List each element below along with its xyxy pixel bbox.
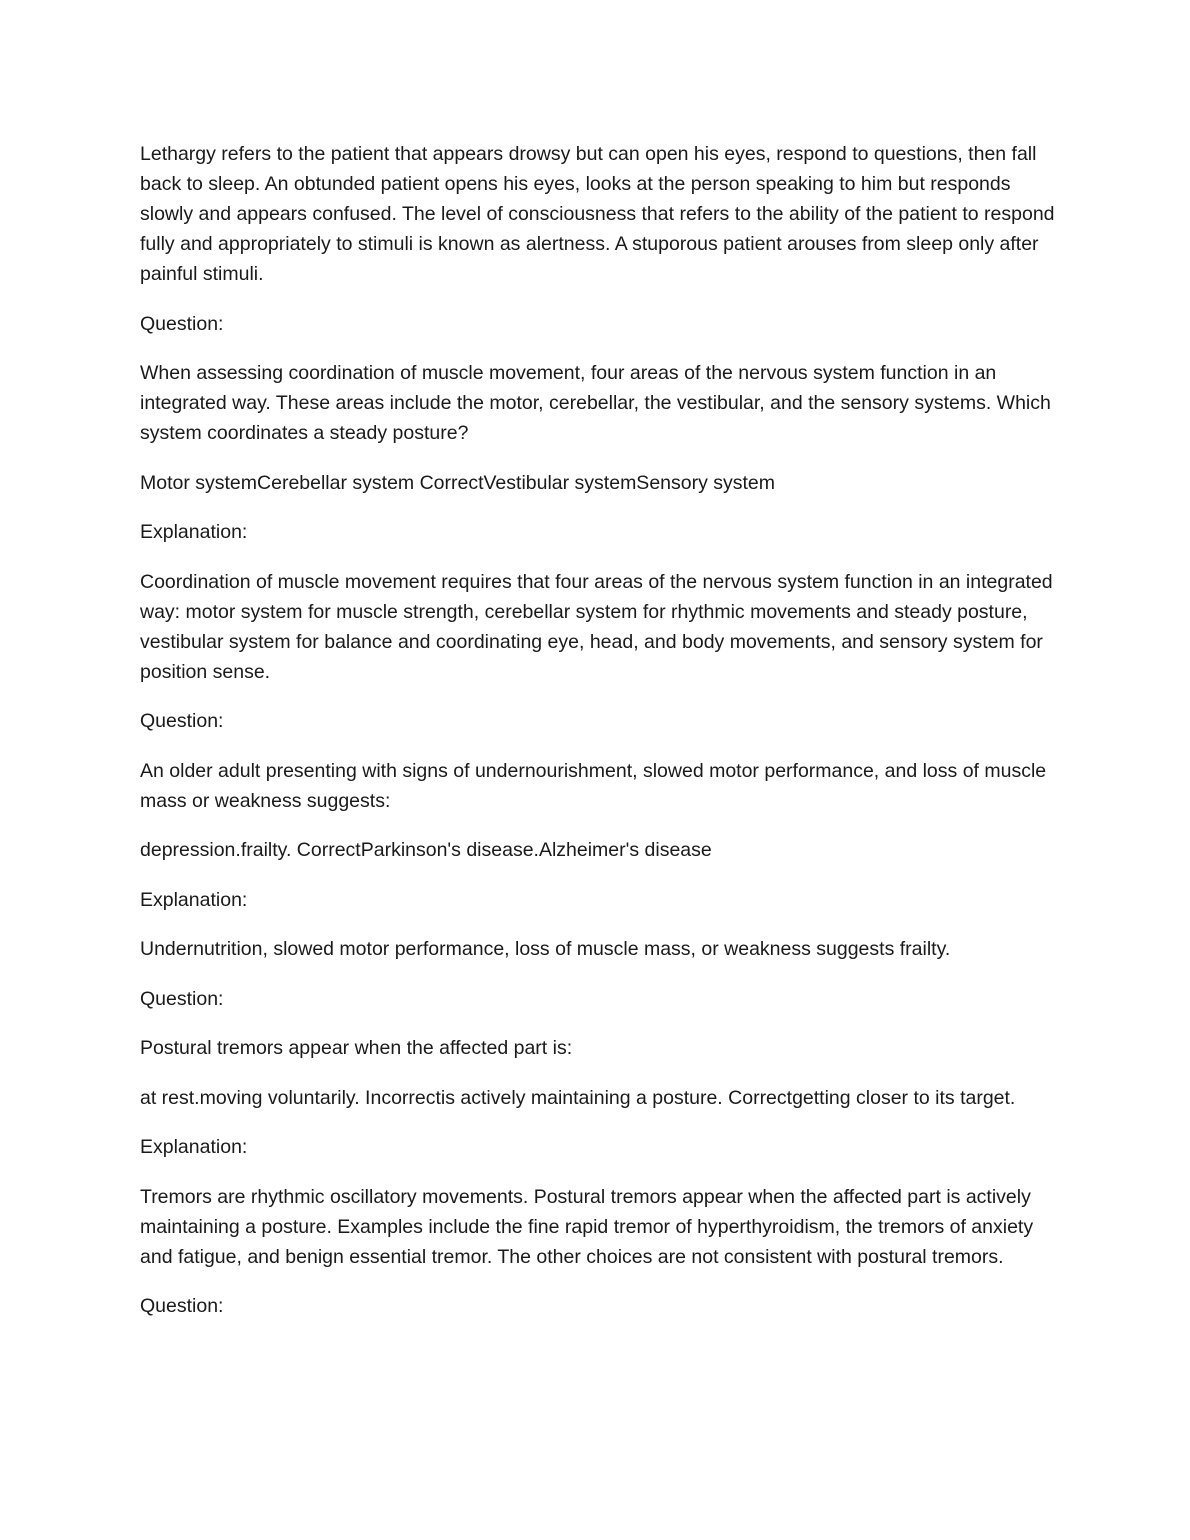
document-page [140, 139, 1058, 1341]
question-heading: Question: [140, 1295, 224, 1317]
question-heading: Question: [140, 312, 224, 335]
question-heading: Question: [140, 710, 224, 732]
answer-choices: at rest.moving voluntarily. Incorrectis actively maintaining a posture. Correctgetting closer to its target. [140, 1086, 1016, 1109]
answer-choices: depression.frailty. CorrectParkinson's disease.Alzheimer's disease [140, 839, 712, 861]
explanation-heading: Explanation: [140, 888, 248, 911]
intro-paragraph: Lethargy refers to the patient that appears drowsy but can open his eyes, respond to questions, then fall back to sleep. An obtunded patient opens his eyes, looks at the person speaking to him but responds slowly and appears confused. The level of consciousness that refers to the ability of the patient to respond fully and appropriately to stimuli is known as alertness. A stuporous patient arouses from sleep only after painful stimuli. [140, 143, 1055, 285]
explanation-text: Undernutrition, slowed motor performance, loss of muscle mass, or weakness suggests frailty. [140, 938, 951, 960]
answer-choices: Motor systemCerebellar system CorrectVestibular systemSensory system [140, 471, 776, 494]
question-text: Postural tremors appear when the affected part is: [140, 1037, 573, 1059]
explanation-text: Coordination of muscle movement requires that four areas of the nervous system function in an integrated way: motor system for muscle strength, cerebellar system for rhythmic movements and steady posture, vestibular system for balance and coordinating eye, head, and body movements, and sensory system for position sense. [140, 570, 1053, 683]
explanation-text: Tremors are rhythmic oscillatory movements. Postural tremors appear when the affected part is actively maintaining a posture. Examples include the fine rapid tremor of hyperthyroidism, the tremors of anxiety and fatigue, and benign essential tremor. The other choices are not consistent with postural tremors. [140, 1185, 1034, 1268]
explanation-heading: Explanation: [140, 521, 248, 543]
question-heading: Question: [140, 987, 224, 1010]
explanation-heading: Explanation: [140, 1136, 248, 1158]
question-text: When assessing coordination of muscle movement, four areas of the nervous system function in an integrated way. These areas include the motor, cerebellar, the vestibular, and the sensory systems. Which system coordinates a steady posture? [140, 362, 1051, 444]
question-text: An older adult presenting with signs of undernourishment, slowed motor performance, and loss of muscle mass or weakness suggests: [140, 759, 1047, 812]
